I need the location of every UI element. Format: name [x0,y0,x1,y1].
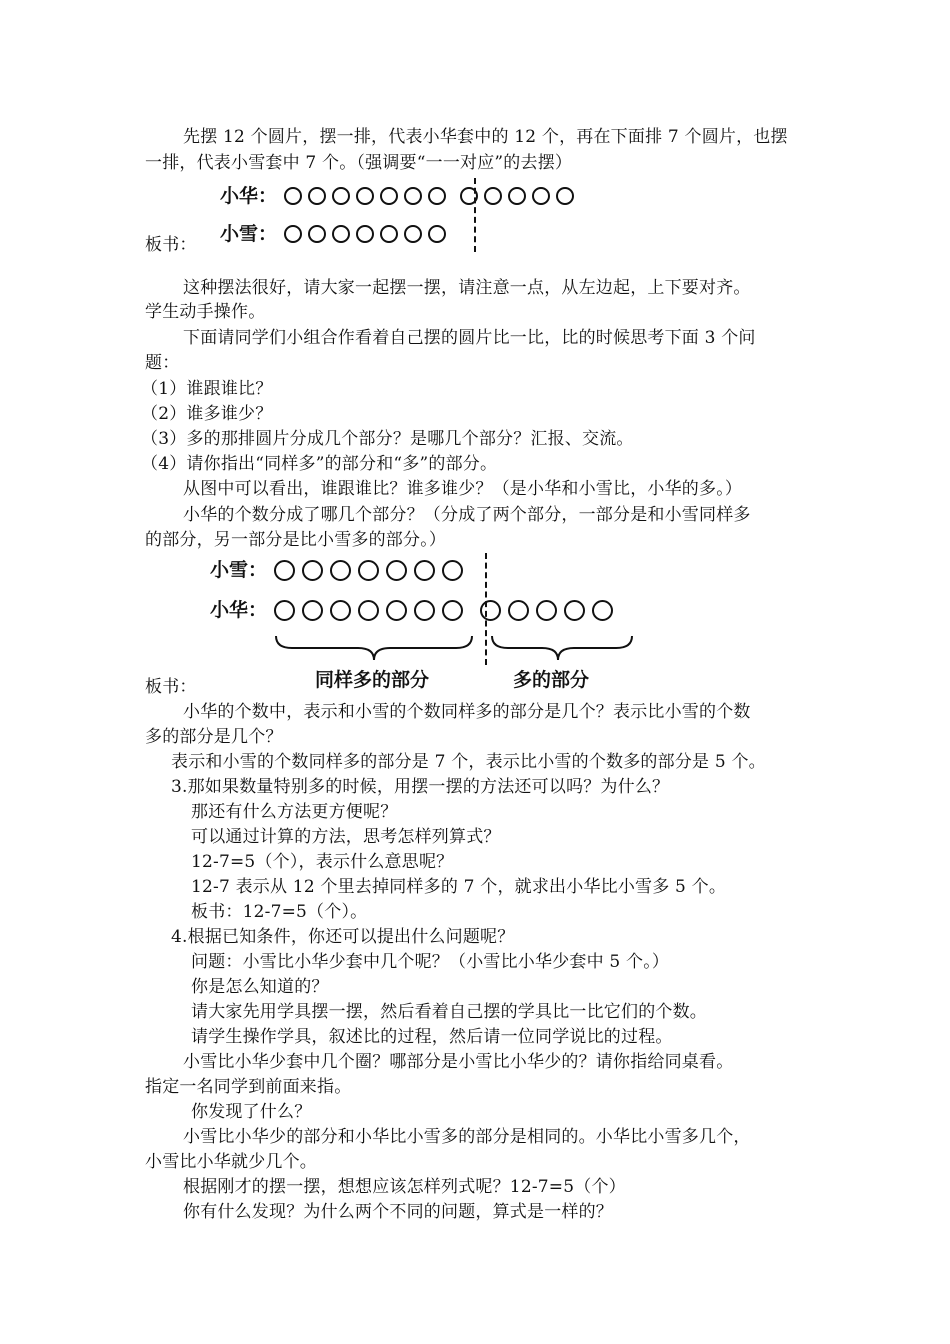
text-line: 请大家先用学具摆一摆，然后看着自己摆的学具比一比它们的个数。 [191,1002,707,1022]
circle-disc [380,187,398,205]
circle-disc [302,600,323,621]
circle-disc [330,560,351,581]
circle-row-xiaoxue [274,560,480,581]
circle-disc [484,187,502,205]
circle-disc [380,225,398,243]
circle-disc [414,600,435,621]
text-line: 的部分，另一部分是比小雪多的部分。） [145,530,447,550]
circle-row-xiaohua [274,600,620,621]
circle-disc [442,560,463,581]
circle-disc [480,600,501,621]
text-line: 这种摆法很好，请大家一起摆一摆，请注意一点，从左边起，上下要对齐。 [183,278,751,298]
text-line: 学生动手操作。 [145,302,266,322]
label-xiaoxue: 小雪： [210,559,268,581]
text-line: 一排，代表小雪套中 7 个。（强调要“一一对应”的去摆） [145,153,573,173]
text-line: 指定一名同学到前面来指。 [145,1077,352,1097]
text-line: 先摆 12 个圆片，摆一排，代表小华套中的 12 个，再在下面排 7 个圆片，也摆 [183,127,788,147]
circle-disc [428,225,446,243]
label-xiaohua: 小华： [220,185,278,207]
circle-disc [330,600,351,621]
brace-graphics [270,632,640,664]
circle-disc [274,560,295,581]
circle-disc [386,600,407,621]
text-line: 3.那如果数量特别多的时候，用摆一摆的方法还可以吗？为什么？ [171,777,670,797]
text-line: 小雪比小华少套中几个圈？哪部分是小雪比小华少的？请你指给同桌看。 [183,1052,734,1072]
text-line: 题： [145,353,180,373]
question-item: （3）多的那排圆片分成几个部分？是哪几个部分？汇报、交流。 [141,429,634,449]
text-line: 小雪比小华就少几个。 [145,1152,317,1172]
text-line: 下面请同学们小组合作看着自己摆的圆片比一比，比的时候思考下面 3 个问 [183,328,756,348]
text-line: 4.根据已知条件，你还可以提出什么问题呢？ [171,927,515,947]
circle-disc [332,187,350,205]
circle-disc [358,600,379,621]
text-line: 你发现了什么？ [191,1102,312,1122]
text-line: 从图中可以看出，谁跟谁比？谁多谁少？（是小华和小雪比，小华的多。） [183,479,743,499]
circle-disc [284,225,302,243]
circle-disc [442,600,463,621]
text-line: 12-7 表示从 12 个里去掉同样多的 7 个，就求出小华比小雪多 5 个。 [191,877,727,897]
text-line: 板书：12-7=5（个）。 [191,902,368,922]
text-line: 12-7=5（个），表示什么意思呢？ [191,852,454,872]
text-line: 问题：小雪比小华少套中几个呢？（小雪比小华少套中 5 个。） [191,952,670,972]
board-label: 板书： [145,235,197,255]
circle-disc [564,600,585,621]
brace-label-same: 同样多的部分 [315,669,430,691]
brace-label-more: 多的部分 [513,669,590,691]
circle-disc [556,187,574,205]
label-xiaohua: 小华： [210,599,268,621]
circle-disc [428,187,446,205]
circle-disc [386,560,407,581]
text-line: 你是怎么知道的？ [191,977,329,997]
question-item: （2）谁多谁少？ [141,404,273,424]
board-label: 板书： [145,677,197,697]
circle-disc [536,600,557,621]
brace-more [492,636,632,660]
text-line: 你有什么发现？为什么两个不同的问题，算式是一样的？ [183,1202,613,1222]
circle-row-xiaohua [284,187,580,205]
text-line: 可以通过计算的方法，思考怎样列算式？ [191,827,501,847]
circle-disc [302,560,323,581]
text-line: 请学生操作学具，叙述比的过程，然后请一位同学说比的过程。 [191,1027,673,1047]
circle-disc [332,225,350,243]
question-item: （1）谁跟谁比？ [141,379,273,399]
circle-disc [358,560,379,581]
divider-line [474,178,476,252]
circle-disc [308,225,326,243]
circle-disc [284,187,302,205]
text-line: 小雪比小华少的部分和小华比小雪多的部分是相同的。小华比小雪多几个， [183,1127,751,1147]
circle-disc [414,560,435,581]
circle-row-xiaoxue [284,225,460,243]
question-item: （4）请你指出“同样多”的部分和“多”的部分。 [141,454,498,474]
text-line: 根据刚才的摆一摆，想想应该怎样列式呢？12-7=5（个） [183,1177,626,1197]
brace-same [276,636,472,660]
circle-disc [308,187,326,205]
text-line: 那还有什么方法更方便呢？ [191,802,398,822]
circle-disc [356,225,374,243]
circle-disc [508,187,526,205]
circle-disc [404,225,422,243]
circle-disc [274,600,295,621]
text-line: 多的部分是几个？ [145,727,283,747]
circle-disc [532,187,550,205]
text-line: 小华的个数分成了哪几个部分？（分成了两个部分，一部分是和小雪同样多 [183,505,751,525]
label-xiaoxue: 小雪： [220,223,278,245]
circle-disc [508,600,529,621]
circle-disc [592,600,613,621]
circle-disc [404,187,422,205]
circle-disc [356,187,374,205]
text-line: 小华的个数中，表示和小雪的个数同样多的部分是几个？表示比小雪的个数 [183,702,751,722]
text-line: 表示和小雪的个数同样多的部分是 7 个，表示比小雪的个数多的部分是 5 个。 [171,752,766,772]
